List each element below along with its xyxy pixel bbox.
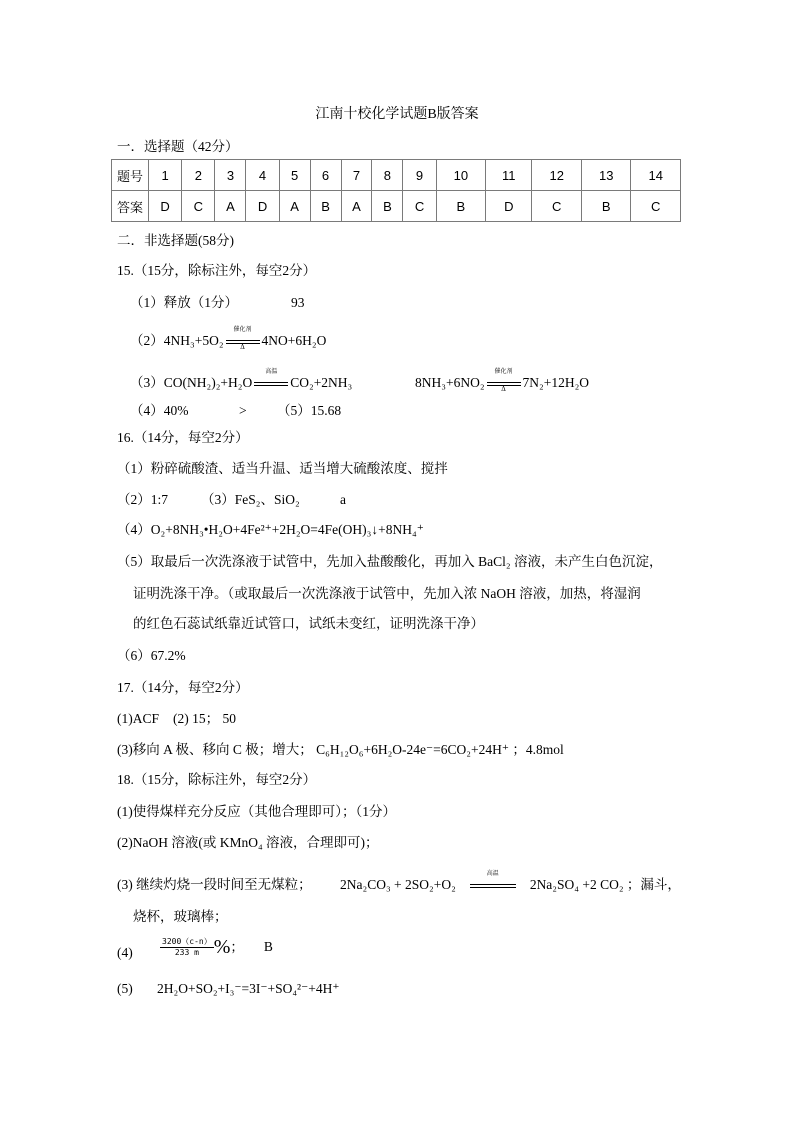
question-number-cell: 3 — [215, 160, 246, 191]
condition-catalyst: 催化剂 — [494, 368, 513, 375]
answer-cell: A — [279, 191, 310, 222]
q16-part5-line3: 的红色石蕊试纸靠近试管口，试纸未变红，证明洗涤干净） — [133, 616, 484, 631]
q15-part2-reactants: 4NH₃+5O₂ — [163, 333, 224, 348]
q15-part4: （4）40% — [130, 403, 189, 418]
condition-high-temp: 高温 — [265, 368, 278, 375]
q18-part4-answer — [160, 937, 273, 957]
answer-cell: C — [403, 191, 436, 222]
row-header-question: 题号 — [112, 160, 149, 191]
question-number-cell: 4 — [246, 160, 279, 191]
answer-cell: B — [436, 191, 485, 222]
catalyst-heat-arrow — [487, 368, 521, 393]
q16-part5-line2: 证明洗涤干净。（或取最后一次洗涤液于试管中，先加入浓 NaOH 溶液，加热，将湿润 — [133, 586, 641, 601]
question-number-cell: 12 — [532, 160, 581, 191]
fraction-numerator: 3200（c-n） — [162, 936, 212, 946]
question-number-cell: 2 — [182, 160, 215, 191]
question-number-cell: 9 — [403, 160, 436, 191]
answer-cell: A — [341, 191, 372, 222]
fraction-denominator: 233 m — [174, 947, 199, 957]
q15-part4-compare: > — [239, 403, 247, 418]
answer-table — [111, 159, 681, 222]
question-number-cell: 13 — [581, 160, 630, 191]
q18-part3-equation — [340, 870, 681, 893]
q15-part1-label: （1）释放（1分） — [130, 295, 238, 310]
q15-part5: （5）15.68 — [277, 403, 342, 418]
answer-cell: D — [149, 191, 182, 222]
q15-part2 — [130, 326, 327, 351]
q18-part4-label: (4) — [117, 945, 133, 960]
q16-part3-extra: a — [340, 492, 346, 507]
answer-cell: C — [182, 191, 215, 222]
q18-part5-equation: 2H₂O+SO₂+I₃⁻=3I⁻+SO₄²⁻+4H⁺ — [157, 981, 340, 996]
q16-part4: （4）O₂+8NH₃•H₂O+4Fe²⁺+2H₂O=4Fe(OH)₃↓+8NH₄⁺ — [117, 522, 424, 537]
q15-part3a-products: CO₂+2NH₃ — [290, 375, 353, 390]
answer-cell: D — [246, 191, 279, 222]
question-number-cell: 10 — [436, 160, 485, 191]
q17-part2: (2) 15； 50 — [173, 711, 236, 726]
section2-heading: 二．非选择题(58分) — [117, 233, 234, 248]
q16-header: 16.（14分，每空2分） — [117, 430, 249, 445]
answer-row — [112, 191, 681, 222]
condition-high-temp: 高温 — [486, 870, 499, 877]
q18-part5-label: (5) — [117, 981, 133, 996]
condition-catalyst: 催化剂 — [233, 326, 252, 333]
answer-cell: B — [310, 191, 341, 222]
q15-part3a-reactants: CO(NH₂)₂+H₂O — [163, 375, 253, 390]
answer-cell: A — [215, 191, 246, 222]
q15-part3-label: （3） — [130, 375, 164, 390]
q15-part1-value: 93 — [291, 295, 305, 310]
question-number-cell: 7 — [341, 160, 372, 191]
percent-sign: % — [213, 936, 231, 958]
q15-part2-label: （2） — [130, 333, 164, 348]
q15-part3b-products: 7N₂+12H₂O — [522, 375, 590, 390]
row-header-answer: 答案 — [112, 191, 149, 222]
q15-part2-products: 4NO+6H₂O — [261, 333, 327, 348]
question-number-cell: 5 — [279, 160, 310, 191]
section1-heading: 一．选择题（42分） — [117, 139, 239, 154]
question-number-cell: 11 — [486, 160, 532, 191]
q15-part3a — [130, 368, 353, 391]
q16-part1: （1）粉碎硫酸渣、适当升温、适当增大硫酸浓度、搅拌 — [117, 461, 448, 476]
q16-part2: （2）1:7 — [117, 492, 169, 507]
q17-part1: (1)ACF — [117, 711, 160, 726]
answer-cell: C — [631, 191, 681, 222]
question-number-cell: 6 — [310, 160, 341, 191]
answer-cell: B — [372, 191, 403, 222]
q15-header: 15.（15分，除标注外，每空2分） — [117, 263, 317, 278]
q15-part3b — [415, 368, 590, 393]
high-temp-arrow — [254, 368, 288, 391]
q18-part3-label: (3) 继续灼烧一段时间至无煤粒； — [117, 877, 312, 892]
q18-part3-products: 2Na₂SO₄ +2 CO₂ ；漏斗， — [529, 877, 681, 892]
high-temp-arrow — [470, 870, 516, 893]
q16-part3: （3）FeS₂、SiO₂ — [201, 492, 300, 507]
q18-part1: (1)使得煤样充分反应（其他合理即可）；（1分） — [117, 804, 396, 819]
q17-header: 17.（14分，每空2分） — [117, 680, 249, 695]
condition-heat: Δ — [240, 342, 245, 351]
answer-cell: D — [486, 191, 532, 222]
fraction — [160, 938, 214, 957]
q18-part4-choice: B — [263, 939, 273, 955]
q18-part3-line2: 烧杯，玻璃棒； — [133, 909, 228, 924]
question-number-cell: 8 — [372, 160, 403, 191]
q16-part6: （6）67.2% — [117, 648, 186, 663]
q15-part3b-reactants: 8NH₃+6NO₂ — [415, 375, 485, 390]
q17-part3: (3)移向 A 极、移向 C 极；增大； C₆H₁₂O₆+6H₂O-24e⁻=6CO₂+24H⁺ ；4.8mol — [117, 742, 564, 757]
question-number-row — [112, 160, 681, 191]
q18-header: 18.（15分，除标注外，每空2分） — [117, 772, 317, 787]
condition-heat: Δ — [501, 384, 506, 393]
answer-cell: C — [532, 191, 581, 222]
catalyst-heat-arrow — [226, 326, 260, 351]
q18-part3-reactants: 2Na₂CO₃ + 2SO₂+O₂ — [340, 877, 456, 892]
q16-part5-line1: （5）取最后一次洗涤液于试管中，先加入盐酸酸化，再加入 BaCl₂ 溶液，未产生白色沉淀， — [117, 554, 663, 569]
separator: ； — [230, 939, 244, 955]
q18-part2: (2)NaOH 溶液(或 KMnO₄ 溶液，合理即可)； — [117, 835, 379, 850]
page-title: 江南十校化学试题B版答案 — [315, 107, 479, 122]
question-number-cell: 1 — [149, 160, 182, 191]
answer-cell: B — [581, 191, 630, 222]
question-number-cell: 14 — [631, 160, 681, 191]
